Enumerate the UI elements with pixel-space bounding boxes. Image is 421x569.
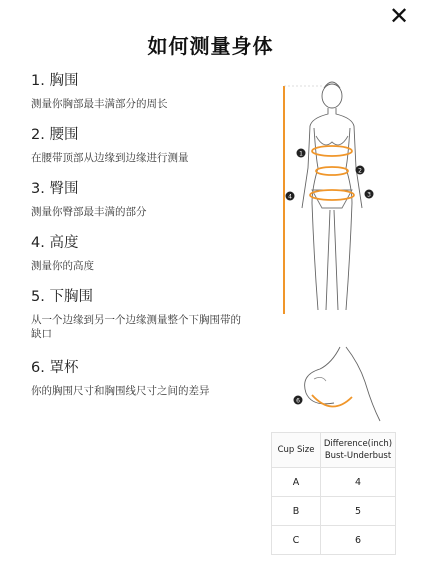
svg-text:3: 3 bbox=[367, 191, 371, 199]
table-row bbox=[272, 468, 396, 497]
step-heading: 2. 腰围 bbox=[31, 127, 79, 143]
diff-cell: 6 bbox=[321, 526, 396, 555]
marker-1 bbox=[297, 149, 306, 158]
header-line-1: Difference(inch) bbox=[323, 439, 393, 449]
dialog-title: 如何测量身体 bbox=[147, 34, 274, 58]
step-description: 测量你的高度 bbox=[31, 260, 94, 272]
step-heading: 6. 罩杯 bbox=[31, 360, 79, 376]
table-row bbox=[272, 526, 396, 555]
step-underbust bbox=[31, 287, 246, 341]
marker-2 bbox=[356, 166, 365, 175]
step-height bbox=[31, 233, 261, 273]
close-icon[interactable]: ✕ bbox=[388, 2, 410, 30]
marker-6 bbox=[294, 396, 303, 405]
column-header-difference bbox=[321, 433, 396, 468]
cup-size-table bbox=[271, 432, 396, 546]
table-row bbox=[272, 497, 396, 526]
marker-4 bbox=[286, 192, 295, 201]
cup-cell: C bbox=[272, 526, 321, 555]
svg-text:4: 4 bbox=[288, 193, 292, 201]
cup-measurement-figure bbox=[290, 345, 390, 425]
step-heading: 5. 下胸围 bbox=[31, 289, 93, 305]
step-heading: 3. 臀围 bbox=[31, 181, 79, 197]
step-description: 测量你臀部最丰满的部分 bbox=[31, 206, 147, 218]
diff-cell: 5 bbox=[321, 497, 396, 526]
step-description: 在腰带顶部从边缘到边缘进行测量 bbox=[31, 152, 189, 164]
body-measurement-figure bbox=[272, 78, 392, 318]
step-bust bbox=[31, 71, 261, 111]
step-heading: 4. 高度 bbox=[31, 235, 79, 251]
marker-3 bbox=[365, 190, 374, 199]
table-header-row bbox=[272, 433, 396, 468]
step-cup bbox=[31, 358, 261, 398]
step-waist bbox=[31, 125, 261, 165]
step-description: 你的胸围尺寸和胸围线尺寸之间的差异 bbox=[31, 385, 210, 397]
svg-text:2: 2 bbox=[358, 167, 362, 175]
step-hips bbox=[31, 179, 261, 219]
svg-text:6: 6 bbox=[296, 397, 300, 405]
diff-cell: 4 bbox=[321, 468, 396, 497]
cup-cell: B bbox=[272, 497, 321, 526]
header-line-2: Bust-Underbust bbox=[324, 451, 392, 461]
step-description: 测量你胸部最丰满部分的周长 bbox=[31, 98, 168, 110]
step-heading: 1. 胸围 bbox=[31, 73, 79, 89]
step-description: 从一个边缘到另一个边缘测量整个下胸围带的缺口 bbox=[31, 314, 241, 340]
cup-cell: A bbox=[272, 468, 321, 497]
column-header-cup-size: Cup Size bbox=[272, 433, 321, 468]
svg-text:1: 1 bbox=[299, 150, 303, 158]
